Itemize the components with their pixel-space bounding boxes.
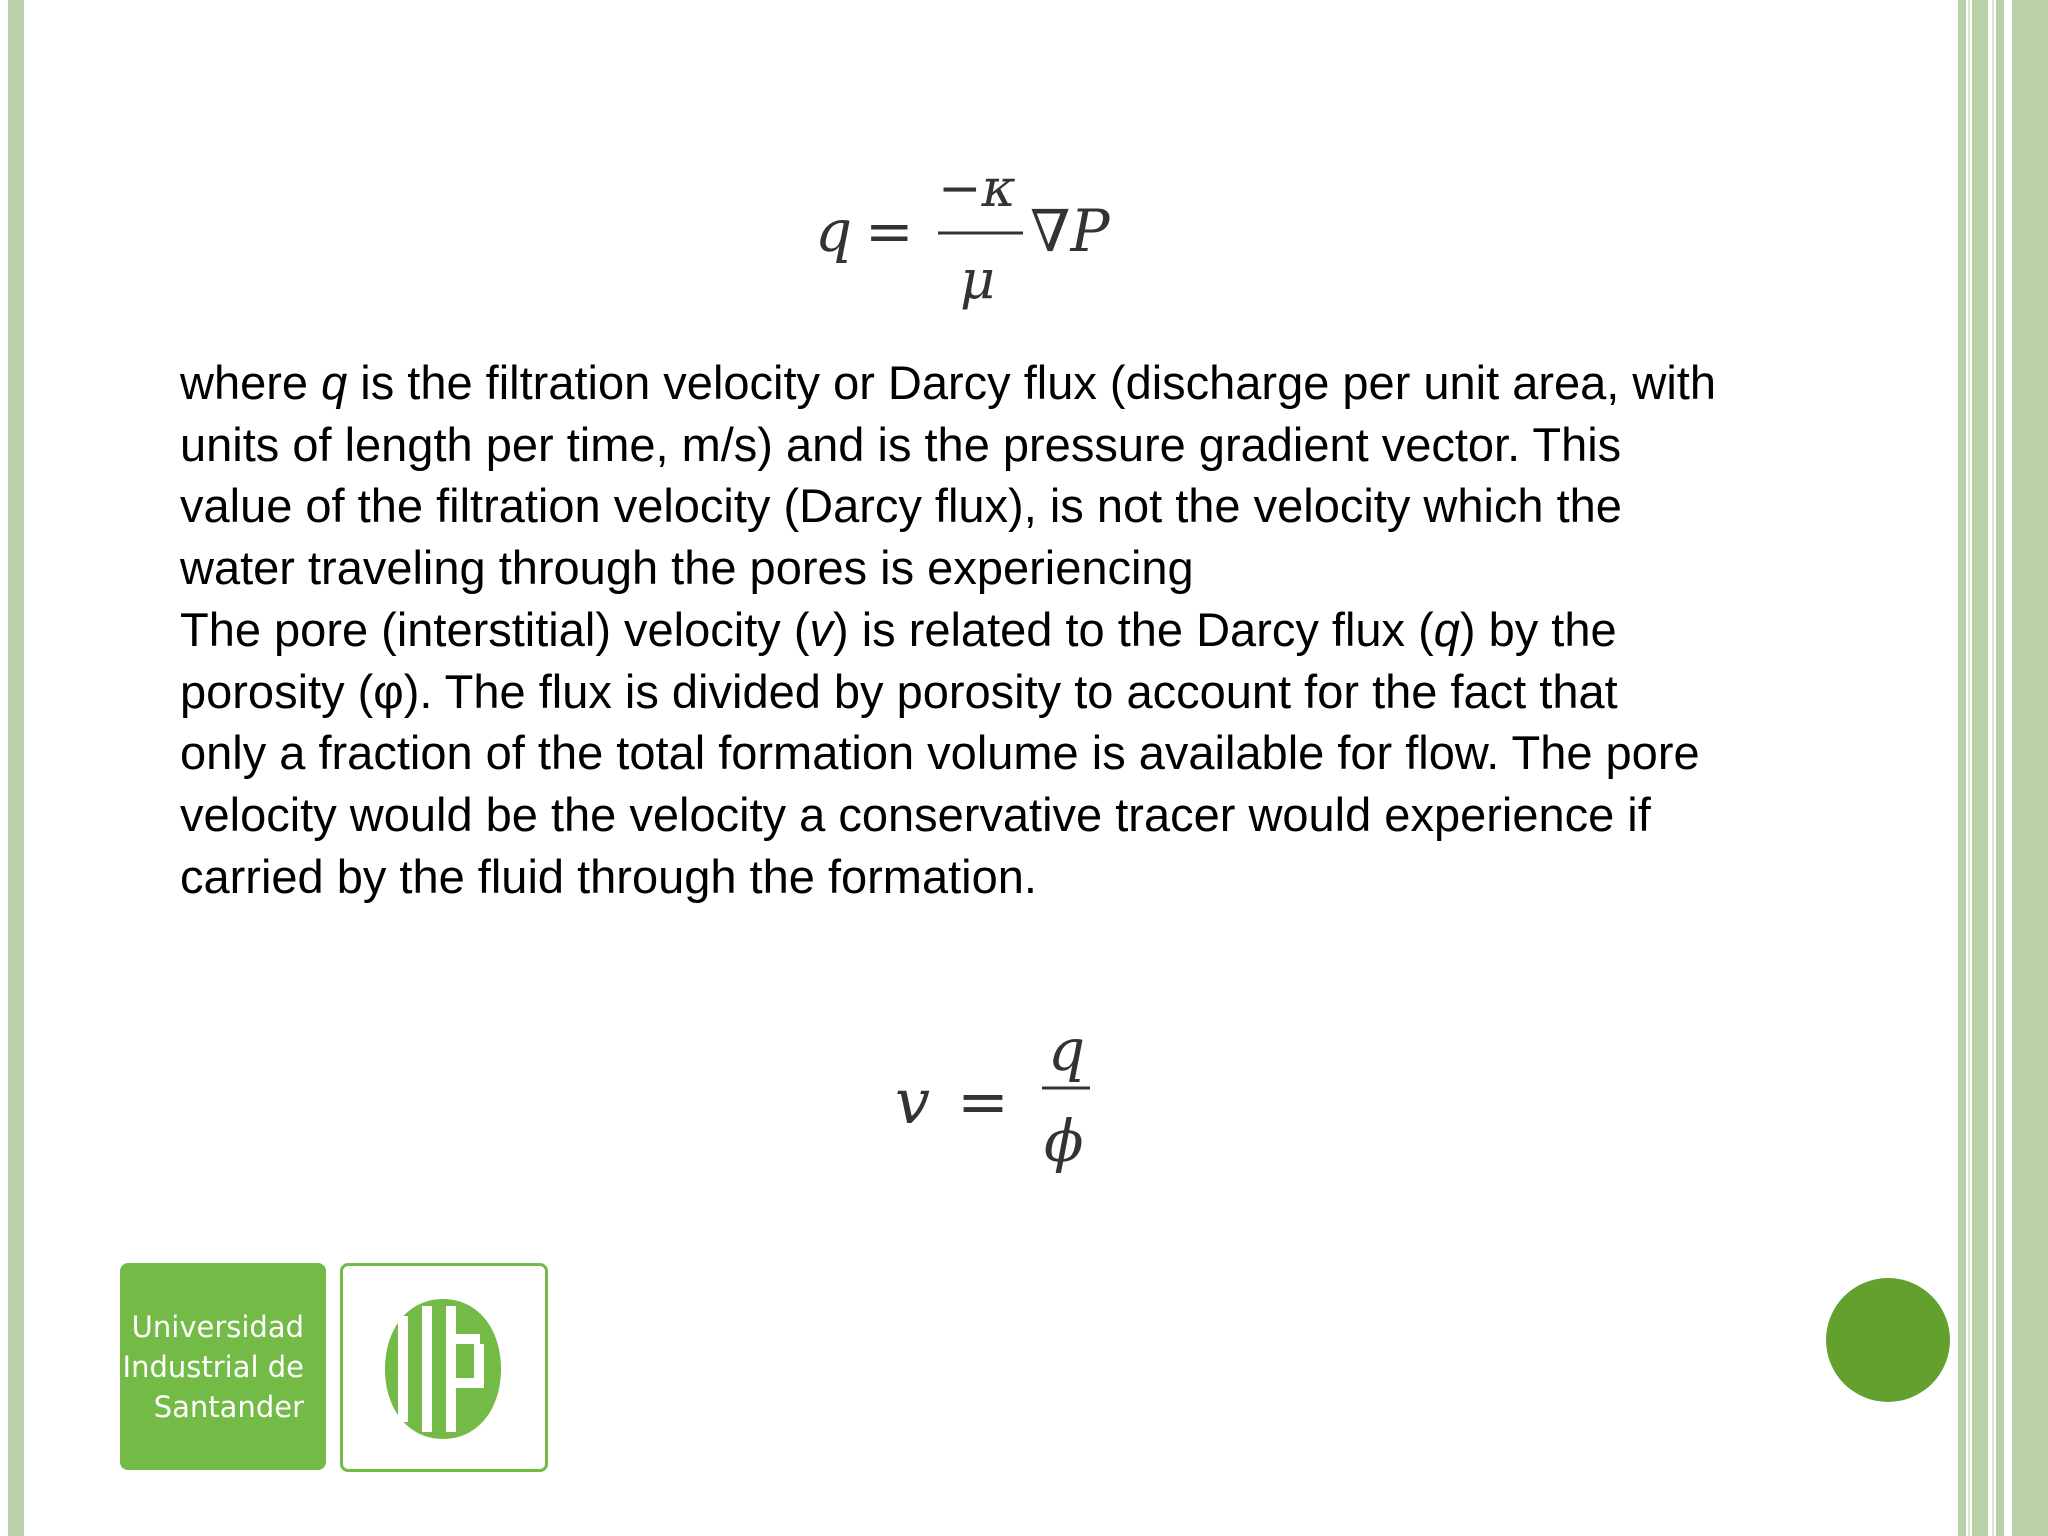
equation-denominator: μ <box>960 248 996 311</box>
logo-line-2: Industrial de <box>122 1350 304 1384</box>
equation-lhs-q: q <box>815 197 853 265</box>
logo-line-1: Universidad <box>131 1310 304 1344</box>
equation-gradient: ∇P <box>1030 197 1110 265</box>
paragraph-2-line: velocity would be the velocity a conservative tracer would experience if <box>180 787 1651 841</box>
paragraph-2-line: carried by the fluid through the formation. <box>180 849 1037 903</box>
equation-lhs-v: v <box>895 1065 931 1138</box>
right-border-stripe <box>1958 0 1966 1536</box>
right-border-line <box>1968 0 1970 1536</box>
darcy-equation <box>805 158 1145 318</box>
equation-numerator: q <box>1048 1016 1086 1084</box>
paragraph-2-line: only a fraction of the total formation volume is available for flow. The pore <box>180 726 1700 780</box>
paragraph-2-line: The pore (interstitial) velocity (v) is related to the Darcy flux (q) by the <box>180 602 1617 656</box>
pore-velocity-equation <box>885 1008 1105 1188</box>
symbol-q: q <box>1433 602 1460 656</box>
body-text <box>180 352 1870 907</box>
right-border-band <box>2012 0 2048 1536</box>
right-border-stripe <box>1996 0 2004 1536</box>
equation-denominator: ϕ <box>1044 1107 1084 1175</box>
left-border-bar <box>8 0 24 1536</box>
symbol-v: v <box>809 602 833 656</box>
equation-numerator: −κ <box>938 159 1016 219</box>
uis-logo-mark <box>340 1263 548 1472</box>
right-border-stripe <box>1972 0 1988 1536</box>
university-logo <box>120 1263 326 1470</box>
paragraph-2-line: porosity (φ). The flux is divided by porosity to account for the fact that <box>180 664 1618 718</box>
logo-line-3: Santander <box>153 1390 304 1424</box>
right-border-line <box>1992 0 1994 1536</box>
paragraph-1-line: value of the filtration velocity (Darcy flux), is not the velocity which the <box>180 479 1622 533</box>
equation-equals: = <box>957 1065 1009 1138</box>
university-name <box>114 1307 304 1427</box>
symbol-q: q <box>321 356 348 409</box>
paragraph-1-line: units of length per time, m/s) and is the pressure gradient vector. This <box>180 417 1622 471</box>
equation-equals: = <box>865 197 914 265</box>
paragraph-1-line: where q is the filtration velocity or Darcy flux (discharge per unit area, with <box>180 356 1717 409</box>
paragraph-1-line: water traveling through the pores is experiencing <box>180 541 1194 595</box>
uis-monogram-icon <box>383 1294 503 1444</box>
accent-circle <box>1826 1278 1950 1402</box>
